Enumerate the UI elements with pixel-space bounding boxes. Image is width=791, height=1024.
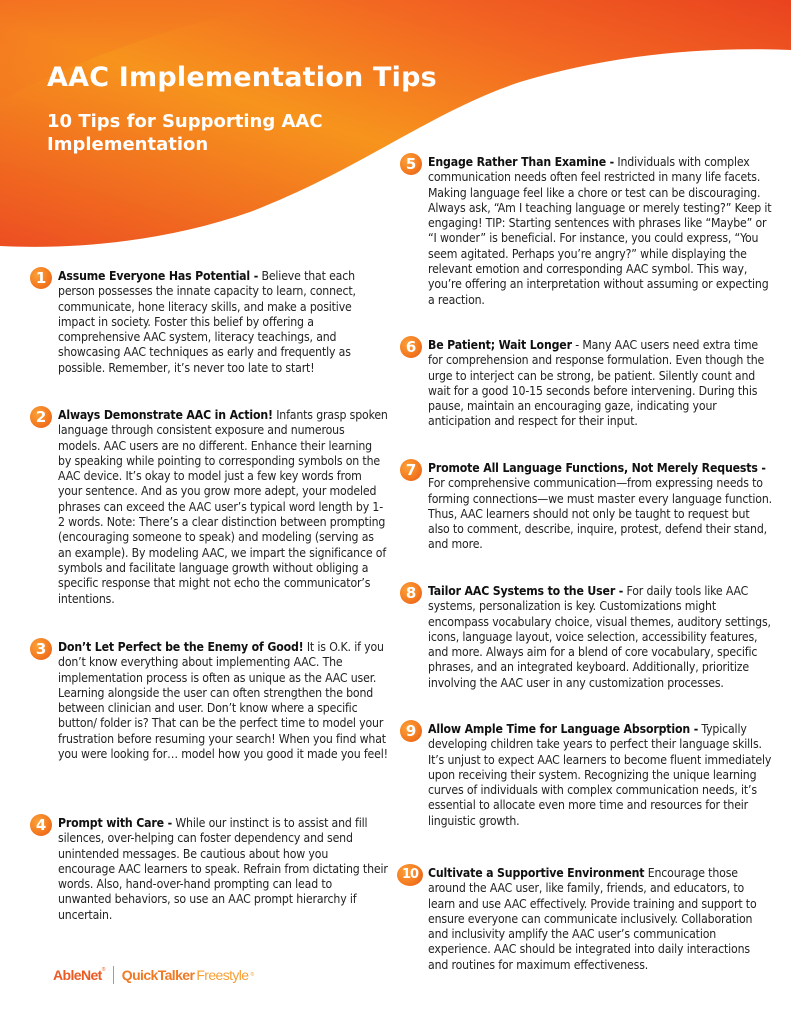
- tip-title: Promote All Language Functions, Not Merely Requests -: [428, 461, 766, 475]
- tip-8: [405, 584, 773, 691]
- tip-body: Encourage those around the AAC user, like family, friends, and educators, to learn and use AAC effectively. Provide training and support to ensure everyone can communicate inclusively. Collaboration and inclusivity amplify the AAC user’s communication experience. AAC should be integrated into daily interactions and routines for maximum effectiveness.: [428, 866, 757, 972]
- number-badge-icon: 8: [400, 582, 422, 604]
- number-badge-icon: 1: [30, 267, 52, 289]
- page-title: AAC Implementation Tips: [47, 62, 437, 93]
- tip-title: Prompt with Care -: [58, 816, 173, 830]
- tip-body: For comprehensive communication—from expressing needs to forming connections—we must master every language function. Thus, AAC learners should not only be taught to request but also to comment, describe, inquire, protest, defend their stand, and more.: [428, 476, 772, 552]
- tip-9: [405, 722, 773, 829]
- tip-title: Assume Everyone Has Potential -: [58, 269, 259, 283]
- number-badge-icon: 3: [30, 638, 52, 660]
- freestyle-logo-text: Freestyle: [196, 967, 249, 983]
- tip-2: [35, 408, 388, 607]
- tip-title: Be Patient; Wait Longer: [428, 338, 572, 352]
- tip-title: Allow Ample Time for Language Absorption -: [428, 722, 699, 736]
- ablenet-logo: [53, 967, 105, 983]
- quicktalker-logo-text: QuickTalker: [121, 967, 195, 983]
- tip-title: Always Demonstrate AAC in Action!: [58, 408, 273, 422]
- tip-6: [405, 338, 773, 430]
- number-badge-icon: 4: [30, 814, 52, 836]
- tip-title: Cultivate a Supportive Environment: [428, 866, 645, 880]
- tip-body: For daily tools like AAC systems, personalization is key. Customizations might encompass vocabulary choice, visual themes, auditory settings, icons, language layout, voice selection, accessibility features, and more. Always aim for a blend of core vocabulary, specific phrases, and an integrated keyboard. Additionally, prioritize involving the AAC user in any customization processes.: [428, 584, 771, 690]
- number-badge-icon: 10: [397, 864, 423, 886]
- tip-body: Infants grasp spoken language through consistent exposure and numerous models. AAC users are no different. Enhance their learning by speaking while pointing to corresponding symbols on the AAC device. It’s okay to model just a few key words from your sentence. And as you grow more adept, your modeled phrases can exceed the AAC user’s typical word length by 1-2 words. Note: There’s a clear distinction between prompting (encouraging someone to speak) and modeling (serving as an example). By modeling AAC, we impart the significance of symbols and facilitate language growth without obliging a specific response that might not echo the communicator’s intentions.: [58, 408, 388, 606]
- ablenet-logo-text: AbleNet: [53, 967, 102, 983]
- tip-body: Believe that each person possesses the innate capacity to learn, connect, communicate, hone literacy skills, and make a positive impact in society. Foster this belief by offering a comprehensive AAC system, literacy teachings, and showcasing AAC techniques as early and frequently as possible. Remember, it’s never too late to start!: [58, 269, 356, 375]
- tip-4: [35, 816, 388, 923]
- number-badge-icon: 2: [30, 406, 52, 428]
- trademark-mark-2: ®: [250, 972, 254, 978]
- number-badge-icon: 5: [400, 153, 422, 175]
- tip-title: Tailor AAC Systems to the User -: [428, 584, 624, 598]
- number-badge-icon: 7: [400, 459, 422, 481]
- tip-body: It is O.K. if you don’t know everything about implementing AAC. The implementation process is often as unique as the AAC user. Learning alongside the user can often strengthen the bond between clinician and user. Don’t know where a specific button/ folder is? That can be the perfect time to model your frustration before resuming your search! When you find what you were looking for… model how you good it made you feel!: [58, 640, 388, 762]
- page-subtitle: 10 Tips for Supporting AAC Implementation: [47, 111, 323, 155]
- tip-1: [35, 269, 388, 376]
- tip-title: Engage Rather Than Examine -: [428, 155, 615, 169]
- tip-5: [405, 155, 773, 308]
- tip-body: While our instinct is to assist and fill silences, over-helping can foster dependency and send unintended messages. Be cautious about how you encourage AAC learners to speak. Refrain from dictating their words. Also, hand-over-hand prompting can lead to unwanted behaviors, so use an AAC prompt hierarchy if uncertain.: [58, 816, 388, 922]
- tip-body: Individuals with complex communication needs often feel restricted in many life facets. Making language feel like a chore or test can be discouraging. Always ask, “Am I teaching language or merely testing?” Keep it engaging! TIP: Starting sentences with phrases like “Maybe” or “I wonder” is beneficial. For instance, you could express, “You seem agitated. Perhaps you’re angry?” while displaying the relevant emotion and corresponding AAC symbol. This way, you’re offering an interpretation without assuming or expecting a reaction.: [428, 155, 772, 307]
- trademark-mark: ®: [101, 967, 105, 973]
- tip-body: Typically developing children take years to perfect their language skills. It’s unjust to expect AAC learners to become fluent immediately upon receiving their system. Recognizing the unique learning curves of individuals with complex communication needs, it’s essential to allocate even more time and resources for their linguistic growth.: [428, 722, 772, 828]
- number-badge-icon: 9: [400, 720, 422, 742]
- tip-3: [35, 640, 388, 762]
- logo-divider: [113, 966, 114, 984]
- tip-body: - Many AAC users need extra time for comprehension and response formulation. Even though the urge to interject can be strong, be patient. Silently count and wait for a good 10-15 seconds before intervening. During this pause, maintain an encouraging gaze, indicating your anticipation and respect for their input.: [428, 338, 765, 429]
- number-badge-icon: 6: [400, 336, 422, 358]
- tip-7: [405, 461, 773, 553]
- tip-10: [401, 866, 773, 973]
- tip-title: Don’t Let Perfect be the Enemy of Good!: [58, 640, 304, 654]
- footer-logo: [53, 966, 254, 984]
